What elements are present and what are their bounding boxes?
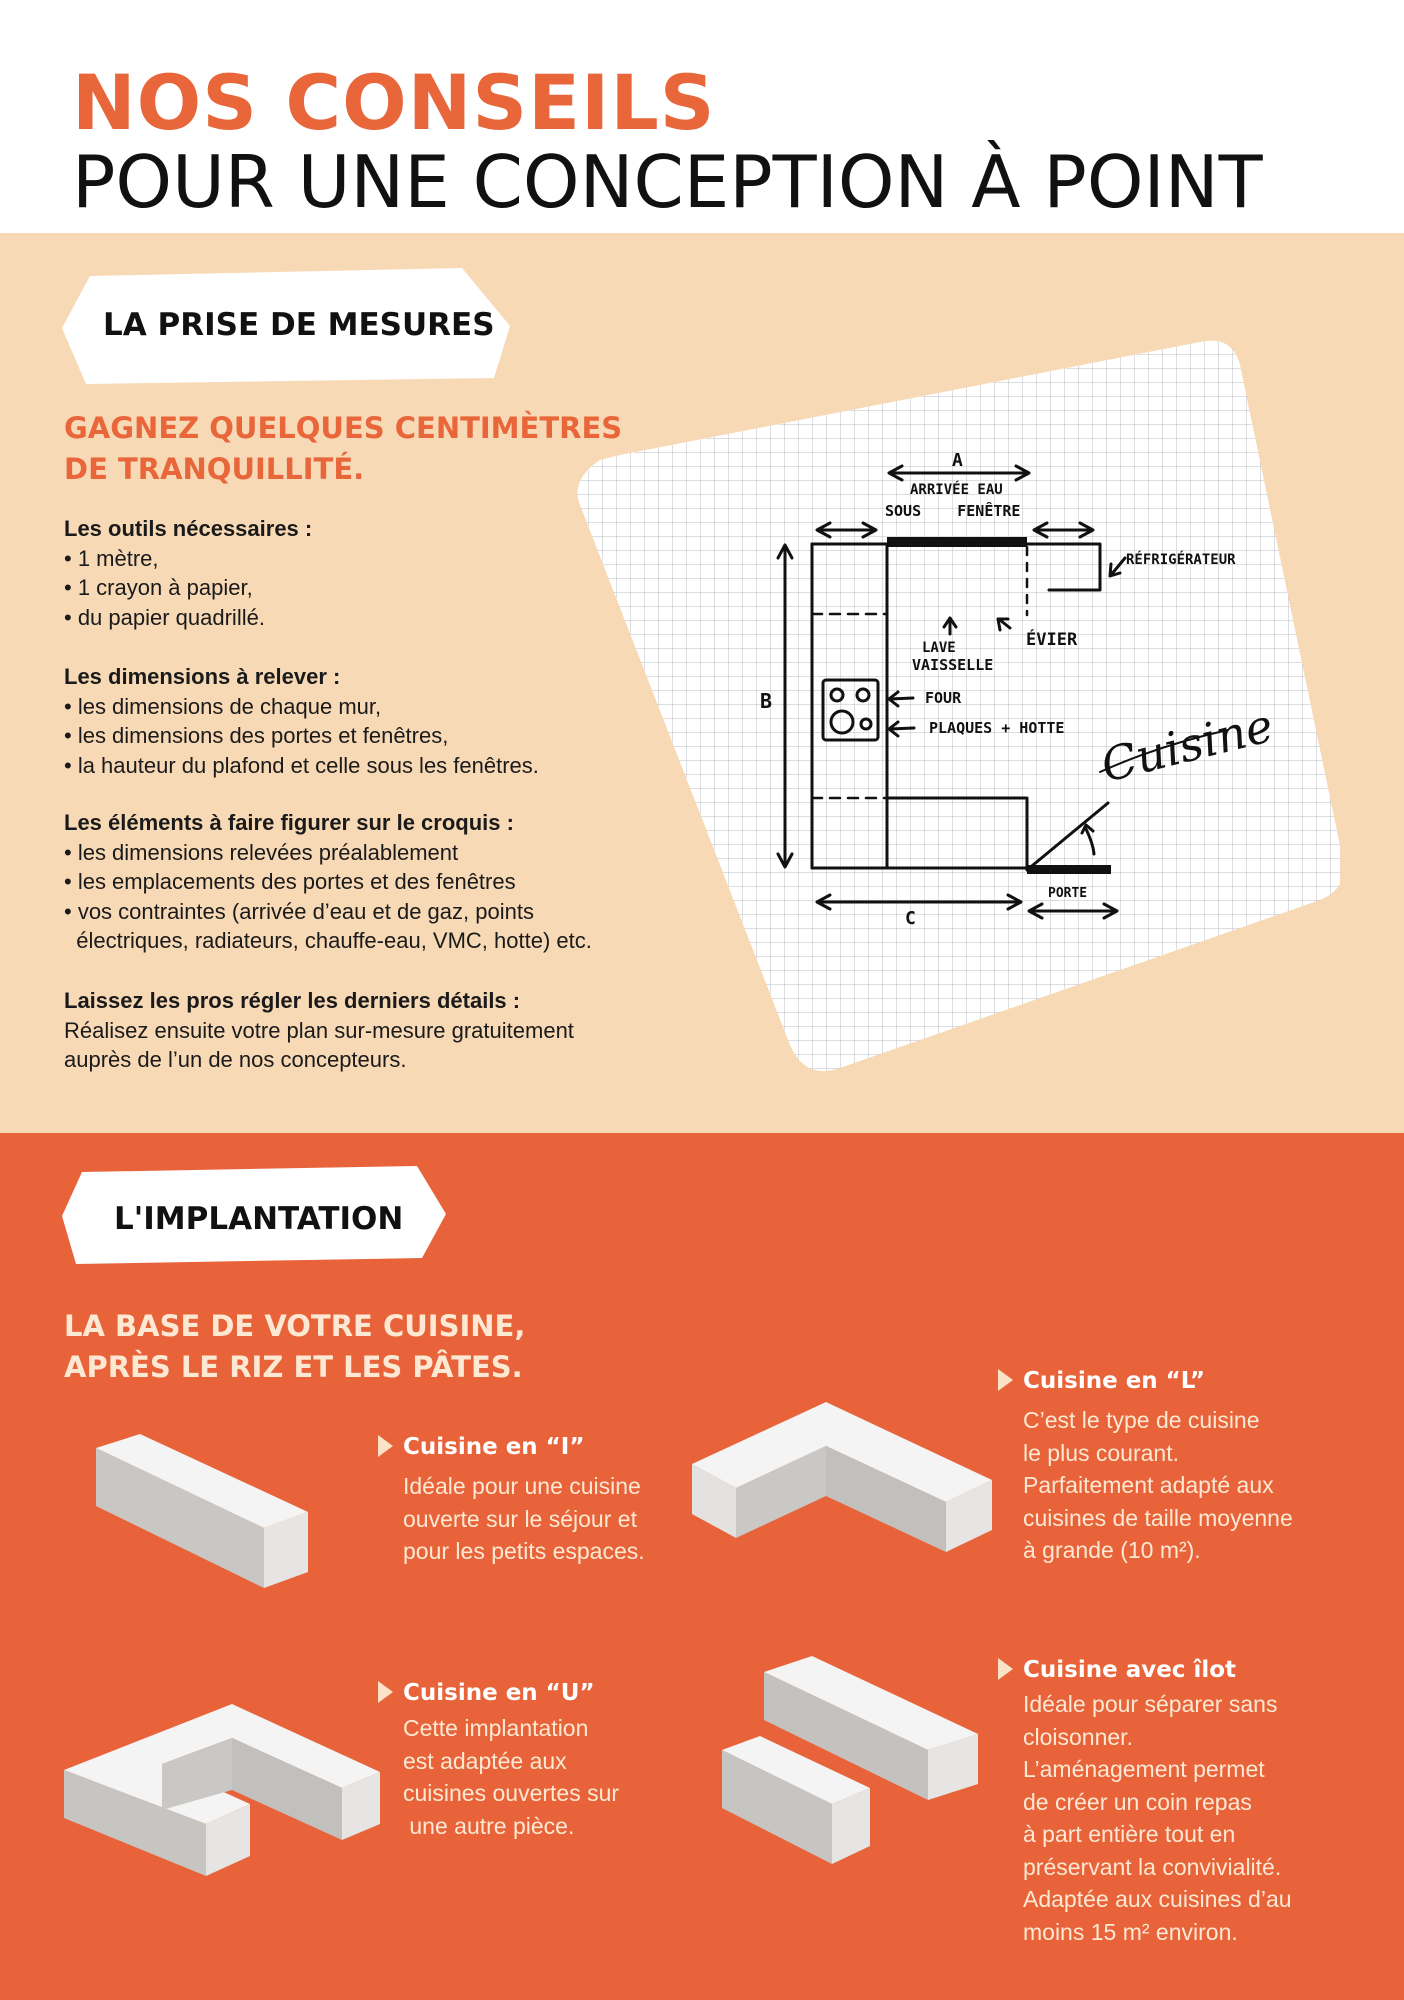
option-i-line: pour les petits espaces. — [403, 1538, 645, 1564]
sketch-label-lave: LAVE — [922, 640, 956, 656]
elements-block — [64, 808, 624, 956]
option-ilot-line: Idéale pour séparer sans — [1023, 1691, 1278, 1717]
option-u-line: est adaptée aux — [403, 1747, 567, 1774]
option-ilot-title-text: Cuisine avec îlot — [1023, 1657, 1237, 1683]
mesures-tagline-line1: GAGNEZ QUELQUES CENTIMÈTRES — [64, 411, 623, 445]
triangle-bullet-icon — [378, 1435, 393, 1457]
dimensions-heading: Les dimensions à relever : — [64, 664, 341, 689]
sketch-label-arrivee: ARRIVÉE EAU — [910, 482, 1003, 498]
outils-item: • du papier quadrillé. — [64, 604, 265, 630]
mesures-tagline — [64, 408, 622, 490]
pros-line: Réalisez ensuite votre plan sur-mesure gratuitement — [64, 1017, 574, 1043]
sketch-label-porte: PORTE — [1048, 886, 1088, 901]
triangle-bullet-icon — [998, 1369, 1013, 1391]
option-l-line: à grande (10 m²). — [1023, 1537, 1201, 1563]
page-subtitle: POUR UNE CONCEPTION À POINT — [72, 140, 1263, 224]
implantation-tagline-line2: APRÈS LE RIZ ET LES PÂTES. — [64, 1350, 523, 1384]
pros-block — [64, 986, 624, 1075]
kitchen-plan-sketch — [560, 340, 1340, 1080]
sketch-label-evier: ÉVIER — [1026, 630, 1078, 650]
sketch-label-vaisselle: VAISSELLE — [912, 656, 994, 674]
option-l-title-text: Cuisine en “L” — [1023, 1368, 1206, 1394]
option-u-description — [403, 1712, 619, 1842]
sketch-label-four: FOUR — [925, 689, 962, 707]
elements-item: • vos contraintes (arrivée d’eau et de gaz, points — [64, 898, 534, 924]
option-ilot-line: L’aménagement permet — [1023, 1756, 1265, 1782]
option-u-title — [378, 1680, 595, 1706]
section-label-implantation: L'IMPLANTATION — [114, 1201, 404, 1237]
kitchen-i-shape-illustration — [90, 1420, 320, 1600]
sketch-label-plaques: PLAQUES + HOTTE — [929, 719, 1065, 737]
elements-item: • les dimensions relevées préalablement — [64, 839, 459, 865]
section-label-mesures: LA PRISE DE MESURES — [103, 307, 495, 343]
option-ilot-description — [1023, 1688, 1292, 1948]
option-l-line: cuisines de taille moyenne — [1023, 1504, 1293, 1531]
outils-item: • 1 crayon à papier, — [64, 575, 253, 600]
option-i-line: ouverte sur le séjour et — [403, 1505, 637, 1532]
option-i-title-text: Cuisine en “I” — [403, 1434, 585, 1460]
sketch-label-sous-fenetre: SOUS FENÊTRE — [885, 502, 1021, 520]
elements-heading: Les éléments à faire figurer sur le croquis : — [64, 810, 514, 835]
option-ilot-line: à part entière tout en — [1023, 1821, 1236, 1847]
kitchen-u-shape-illustration — [62, 1700, 392, 1880]
kitchen-island-illustration — [718, 1650, 988, 1870]
option-ilot-line: préservant la convivialité. — [1023, 1853, 1282, 1880]
option-ilot-line: Adaptée aux cuisines d’au — [1023, 1886, 1292, 1912]
option-u-title-text: Cuisine en “U” — [403, 1680, 595, 1706]
option-ilot-line: moins 15 m² environ. — [1023, 1918, 1238, 1945]
sketch-label-cuisine: Cuisine — [1095, 697, 1279, 793]
option-ilot-title — [998, 1657, 1236, 1683]
option-i-description — [403, 1470, 645, 1568]
option-l-title — [998, 1368, 1205, 1394]
pros-heading: Laissez les pros régler les derniers détails : — [64, 988, 521, 1013]
sketch-label-b: B — [760, 689, 773, 713]
option-u-line: une autre pièce. — [403, 1812, 575, 1839]
dimensions-item: • la hauteur du plafond et celle sous les fenêtres. — [64, 752, 539, 778]
sketch-label-refrigerateur: RÉFRIGÉRATEUR — [1126, 552, 1236, 568]
option-l-line: le plus courant. — [1023, 1439, 1179, 1466]
option-l-description — [1023, 1404, 1293, 1567]
outils-item: • 1 mètre, — [64, 545, 159, 571]
option-u-line: Cette implantation — [403, 1715, 589, 1741]
elements-item: • les emplacements des portes et des fenêtres — [64, 869, 516, 894]
option-i-line: Idéale pour une cuisine — [403, 1473, 641, 1499]
dimensions-item: • les dimensions de chaque mur, — [64, 693, 382, 719]
option-u-line: cuisines ouvertes sur — [403, 1780, 620, 1806]
option-l-line: C’est le type de cuisine — [1023, 1407, 1260, 1433]
outils-block — [64, 514, 624, 632]
dimensions-block — [64, 662, 624, 780]
option-ilot-line: cloisonner. — [1023, 1723, 1133, 1750]
option-i-title — [378, 1434, 584, 1460]
pros-line: auprès de l’un de nos concepteurs. — [64, 1047, 407, 1072]
dimensions-item: • les dimensions des portes et fenêtres, — [64, 723, 449, 748]
mesures-tagline-line2: DE TRANQUILLITÉ. — [64, 452, 365, 486]
option-ilot-line: de créer un coin repas — [1023, 1788, 1252, 1815]
implantation-tagline — [64, 1306, 525, 1388]
option-l-line: Parfaitement adapté aux — [1023, 1472, 1274, 1498]
sketch-label-a: A — [952, 450, 963, 471]
implantation-tagline-line1: LA BASE DE VOTRE CUISINE, — [64, 1309, 526, 1343]
triangle-bullet-icon — [998, 1658, 1013, 1680]
outils-heading: Les outils nécessaires : — [64, 516, 313, 541]
elements-item: électriques, radiateurs, chauffe-eau, VMC, hotte) etc. — [64, 928, 592, 953]
triangle-bullet-icon — [378, 1681, 393, 1703]
page-header — [0, 0, 1404, 233]
page-title: NOS CONSEILS — [72, 58, 716, 147]
sketch-label-c: C — [905, 908, 916, 929]
kitchen-l-shape-illustration — [688, 1390, 998, 1560]
